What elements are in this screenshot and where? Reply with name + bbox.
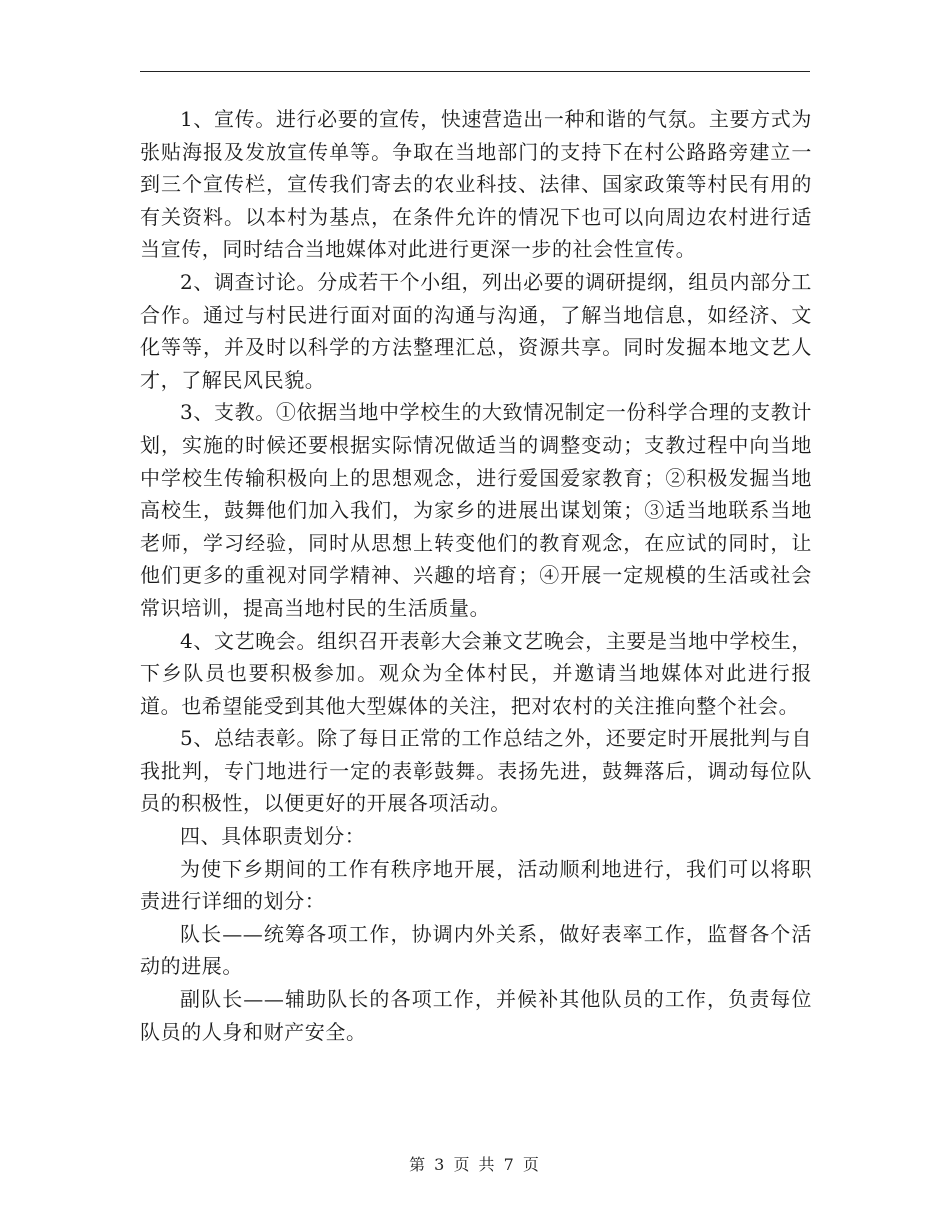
paragraph-evening-party: 4、文艺晚会。组织召开表彰大会兼文艺晚会，主要是当地中学校生，下乡队员也要积极参加。观众为全体村民，并邀请当地媒体对此进行报道。也希望能受到其他大型媒体的关注，把对农村的关注推向整个社会。 [140,628,812,718]
paragraph-vice-captain: 副队长——辅助队长的各项工作，并候补其他队员的工作，负责每位队员的人身和财产安全。 [140,987,812,1044]
section-heading-duties: 四、具体职责划分： [180,824,366,849]
paragraph-teaching: 3、支教。①依据当地中学校生的大致情况制定一份科学合理的支教计划，实施的时候还要根据实际情况做适当的调整变动；支教过程中向当地中学校生传输积极向上的思想观念，进行爱国爱家教育；②积极发掘当地高校生，鼓舞他们加入我们，为家乡的进展出谋划策；③适当地联系当地老师，学习经验，同时从思想上转变他们的教育观念，在应试的同时，让他们更多的重视对同学精神、兴趣的培育；④开展一定规模的生活或社会常识培训，提高当地村民的生活质量。 [140,400,812,620]
paragraph-duties-intro: 为使下乡期间的工作有秩序地开展，活动顺利地进行，我们可以将职责进行详细的划分： [140,856,812,914]
paragraph-summary: 5、总结表彰。除了每日正常的工作总结之外，还要定时开展批判与自我批判，专门地进行一定的表彰鼓舞。表扬先进，鼓舞落后，调动每位队员的积极性，以便更好的开展各项活动。 [140,726,812,816]
paragraph-captain: 队长——统筹各项工作，协调内外关系，做好表率工作，监督各个活动的进展。 [140,921,812,979]
document-body [140,103,812,1048]
page-footer: 第 3 页 共 7 页 [409,1155,541,1174]
paragraph-survey: 2、调查讨论。分成若干个小组，列出必要的调研提纲，组员内部分工合作。通过与村民进行面对面的沟通与沟通，了解当地信息，如经济、文化等等，并及时以科学的方法整理汇总，资源共享。同时发掘本地文艺人才，了解民风民貌。 [140,269,812,392]
paragraph-publicity: 1、宣传。进行必要的宣传，快速营造出一种和谐的气氛。主要方式为张贴海报及发放宣传单等。争取在当地部门的支持下在村公路路旁建立一到三个宣传栏，宣传我们寄去的农业科技、法律、国家政策等村民有用的有关资料。以本村为基点，在条件允许的情况下也可以向周边农村进行适当宣传，同时结合当地媒体对此进行更深一步的社会性宣传。 [140,107,812,262]
header-rule [140,71,810,72]
